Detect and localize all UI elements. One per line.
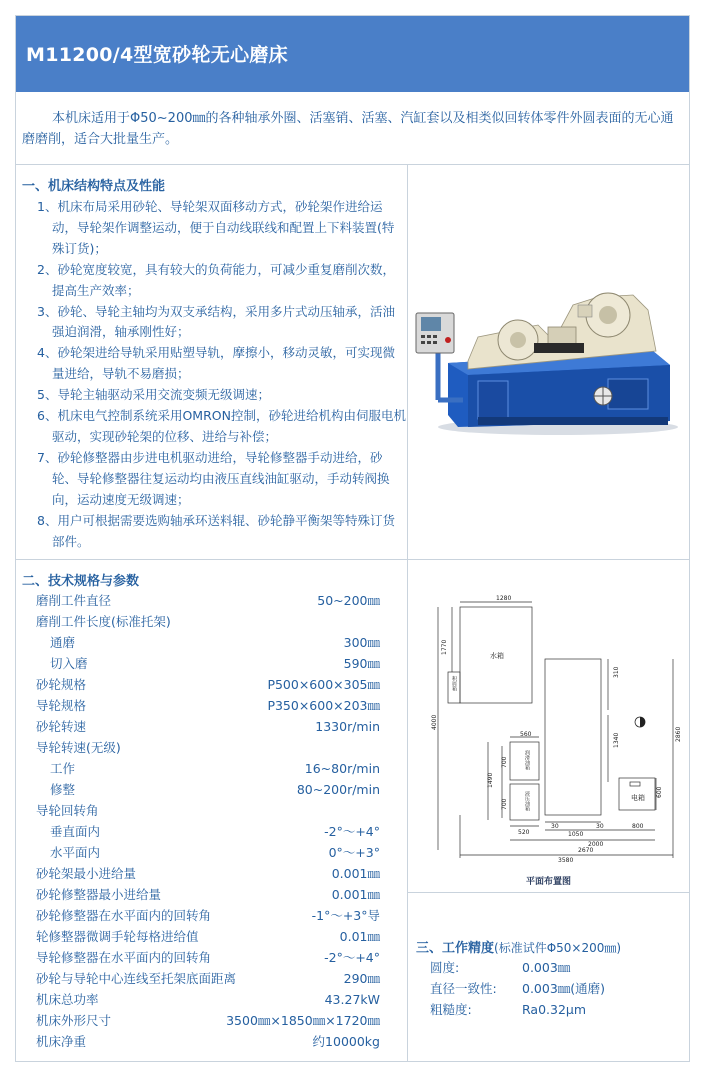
spec-label: 砂轮转速: [36, 719, 87, 734]
spec-label: 水平面内: [50, 845, 101, 860]
spec-label: 通磨: [50, 635, 76, 650]
svg-text:520: 520: [518, 829, 530, 836]
spec-value: 约10000kg: [312, 1034, 380, 1049]
spec-row: [36, 989, 402, 1010]
floor-plan-diagram: [408, 560, 689, 870]
accuracy-value: 0.003㎜: [522, 960, 571, 975]
electric-box-label: 电箱: [631, 794, 645, 802]
spec-value: -1°～+3°导: [311, 908, 380, 923]
spec-row: [36, 884, 402, 905]
accuracy-row: [430, 978, 680, 999]
svg-text:700: 700: [501, 756, 508, 768]
spec-row: [36, 926, 402, 947]
accuracy-value: 0.003㎜(通磨): [522, 981, 606, 996]
spec-label: 导轮修整器在水平面内的回转角: [36, 950, 212, 965]
spec-value: 290㎜: [343, 971, 380, 986]
accuracy-label: 圆度:: [430, 960, 460, 975]
feature-item: 7、砂轮修整器由步进电机驱动进给，导轮修整器手动进给，砂轮、导轮修整器往复运动均由液压直线油缸驱动，手动转阀换向，运动速度无级调速；: [37, 449, 390, 507]
feature-item: 8、用户可根据需要选购轴承环送料辊、砂轮静平衡架等特殊订货部件。: [37, 512, 395, 549]
spec-value: 1330r/min: [315, 719, 380, 734]
spec-label: 砂轮规格: [36, 677, 87, 692]
svg-text:30: 30: [596, 823, 604, 830]
spec-value: 590㎜: [343, 656, 380, 671]
spec-label: 磨削工件长度(标准托架): [36, 614, 171, 629]
svg-text:1770: 1770: [441, 639, 448, 655]
spec-label: 砂轮修整器在水平面内的回转角: [36, 908, 212, 923]
spec-value: 43.27kW: [324, 992, 380, 1007]
feature-item: 4、砂轮架进给导轨采用贴塑导轨，摩擦小，移动灵敏，可实现微量进给，导轨不易磨损；: [37, 345, 395, 382]
spec-label: 导轮转速(无级): [36, 740, 121, 755]
spec-row: [36, 968, 402, 989]
spec-label: 导轮规格: [36, 698, 87, 713]
lube-box-label: 润滑油箱: [524, 750, 530, 770]
accuracy-section: [408, 893, 689, 1061]
svg-text:30: 30: [551, 823, 559, 830]
feature-item: 5、导轮主轴驱动采用交流变频无级调速；: [37, 387, 270, 403]
page-title: M11200/4型宽砂轮无心磨床: [26, 44, 288, 66]
accuracy-heading: [416, 937, 621, 956]
spec-row: [36, 611, 402, 632]
spec-label: 轮修整器微调手轮每格进给值: [36, 929, 199, 944]
specs-table: [36, 590, 402, 1052]
svg-text:1340: 1340: [613, 732, 620, 748]
spec-label: 砂轮架最小进给量: [36, 866, 137, 881]
specs-heading: 二、技术规格与参数: [22, 574, 140, 589]
spec-value: 0°～+3°: [328, 845, 380, 860]
features-section: [16, 165, 408, 560]
title-bar: [16, 16, 689, 92]
spec-label: 砂轮与导轮中心连线至托架底面距离: [36, 971, 237, 986]
svg-text:1050: 1050: [568, 831, 584, 838]
feature-item: 3、砂轮、导轮主轴均为双支承结构，采用多片式动压轴承，活油强迫润滑，轴承刚性好；: [37, 303, 395, 340]
svg-text:3580: 3580: [558, 857, 574, 864]
intro-section: [16, 92, 689, 165]
spec-row: [36, 674, 402, 695]
spec-label: 修整: [50, 782, 76, 797]
accuracy-label: 粗糙度:: [430, 1002, 472, 1017]
water-tank-label: 水箱: [490, 652, 504, 660]
spec-row: [36, 800, 402, 821]
svg-text:4000: 4000: [431, 714, 438, 730]
spec-row: [36, 716, 402, 737]
spec-label: 导轮回转角: [36, 803, 99, 818]
spec-value: 3500㎜×1850㎜×1720㎜: [226, 1013, 380, 1028]
spec-value: 50~200㎜: [317, 593, 380, 608]
svg-text:600: 600: [656, 786, 663, 798]
spec-row: [36, 590, 402, 611]
spec-label: 垂直面内: [50, 824, 101, 839]
accuracy-title: 三、工作精度: [416, 941, 495, 956]
spec-label: 机床总功率: [36, 992, 99, 1007]
spec-row: [36, 758, 402, 779]
grinding-machine-image: [408, 165, 689, 559]
spec-value: 16~80r/min: [304, 761, 380, 776]
feature-item: 6、机床电气控制系统采用OMRON控制，砂轮进给机构由伺服电机驱动，实现砂轮架的位移、进给与补偿；: [37, 408, 406, 444]
spec-label: 砂轮修整器最小进给量: [36, 887, 162, 902]
specs-section: [16, 560, 408, 1061]
svg-text:560: 560: [520, 731, 532, 738]
accuracy-row: [430, 957, 680, 978]
chip-box-label: 积屑箱: [451, 676, 457, 691]
spec-value: 0.01㎜: [339, 929, 380, 944]
spec-value: -2°～+4°: [324, 824, 380, 839]
spec-row: [36, 821, 402, 842]
spec-row: [36, 653, 402, 674]
svg-text:700: 700: [501, 798, 508, 810]
spec-value: P500×600×305㎜: [267, 677, 380, 692]
spec-row: [36, 737, 402, 758]
spec-label: 工作: [50, 761, 76, 776]
spec-value: 300㎜: [343, 635, 380, 650]
spec-row: [36, 842, 402, 863]
intro-text: 本机床适用于Φ50~200㎜的各种轴承外圈、活塞销、活塞、汽缸套以及相类似回转体零件外圆表面的无心通磨磨削，适合大批量生产。: [22, 111, 674, 147]
svg-text:2860: 2860: [675, 726, 682, 742]
hydraulic-box-label: 液压油箱: [524, 791, 530, 811]
spec-value: 0.001㎜: [331, 866, 380, 881]
spec-row: [36, 1031, 402, 1052]
spec-row: [36, 695, 402, 716]
spec-label: 机床外形尺寸: [36, 1013, 112, 1028]
spec-value: 80~200r/min: [296, 782, 380, 797]
svg-text:800: 800: [632, 823, 644, 830]
spec-row: [36, 632, 402, 653]
svg-text:2670: 2670: [578, 847, 594, 854]
svg-text:2000: 2000: [588, 841, 604, 848]
spec-row: [36, 905, 402, 926]
spec-value: P350×600×203㎜: [267, 698, 380, 713]
spec-row: [36, 947, 402, 968]
svg-text:310: 310: [613, 666, 620, 678]
spec-row: [36, 1010, 402, 1031]
spec-value: 0.001㎜: [331, 887, 380, 902]
feature-item: 1、机床布局采用砂轮、导轮架双面移动方式，砂轮架作进给运动，导轮架作调整运动，便于自动线联线和配置上下料装置(特殊订货)；: [37, 199, 395, 256]
spec-row: [36, 863, 402, 884]
spec-value: -2°～+4°: [324, 950, 380, 965]
spec-label: 磨削工件直径: [36, 593, 112, 608]
accuracy-label: 直径一致性:: [430, 981, 497, 996]
spec-row: [36, 779, 402, 800]
feature-item: 2、砂轮宽度较宽，具有较大的负荷能力，可减少重复磨削次数，提高生产效率；: [37, 261, 395, 298]
features-heading: 一、机床结构特点及性能: [22, 179, 166, 194]
layout-drawing: [408, 560, 689, 893]
machine-photo: [408, 165, 689, 560]
svg-text:1490: 1490: [487, 772, 494, 788]
accuracy-value: Ra0.32μm: [522, 1002, 587, 1017]
dim-label: 1280: [496, 595, 512, 602]
accuracy-table: [430, 957, 680, 1020]
spec-label: 切入磨: [50, 656, 88, 671]
accuracy-subtitle: (标准试件Φ50×200㎜): [494, 941, 622, 955]
product-page: [15, 15, 690, 1062]
spec-label: 机床净重: [36, 1034, 87, 1049]
accuracy-row: [430, 999, 680, 1020]
drawing-caption: 平面布置图: [525, 877, 571, 887]
features-list: [24, 197, 406, 552]
